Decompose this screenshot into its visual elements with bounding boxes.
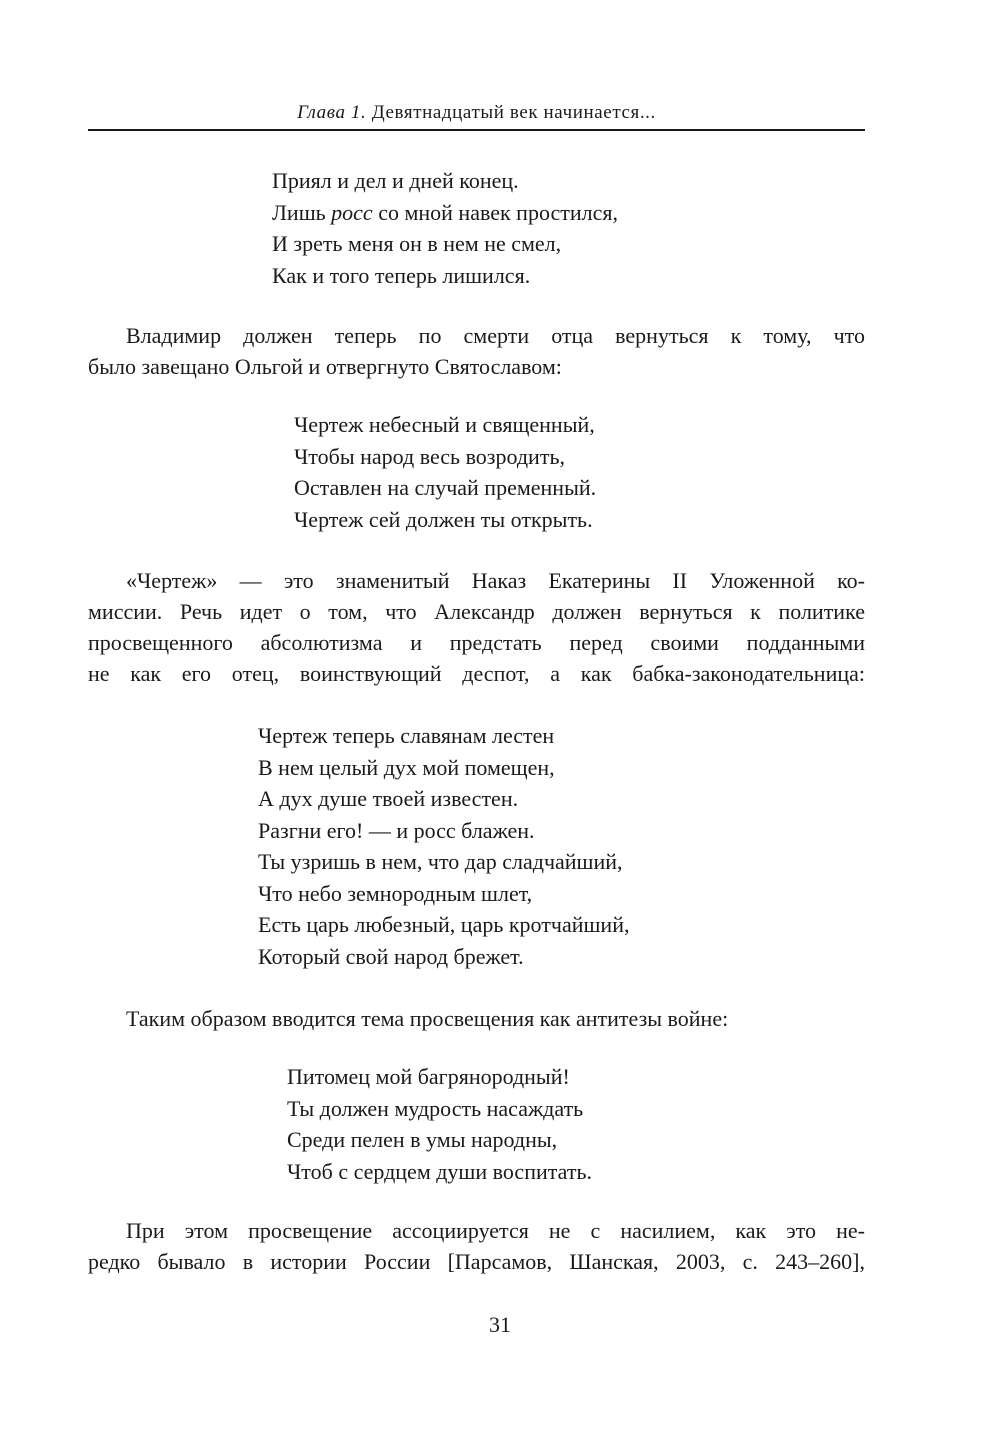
paragraph-line: было завещано Ольгой и отвергнуто Святославом: (88, 354, 562, 379)
emphasis: росс (331, 199, 373, 225)
page-number: 31 (489, 1312, 511, 1337)
paragraph-line: редко бывало в истории России [Парсамов, Шанская, 2003, с. 243–260], (88, 1249, 865, 1274)
paragraph-3 (88, 1003, 865, 1034)
paragraph-line: «Чертеж» — это знаменитый Наказ Екатерины II Уложенной ко- (126, 568, 865, 593)
paragraph-line: миссии. Речь идет о том, что Александр должен вернуться к политике (88, 599, 865, 624)
verse-line: Лишь росс со мной навек простился, (272, 199, 619, 225)
verse-line: А дух душе твоей известен. (258, 786, 519, 811)
paragraph-line: не как его отец, воинствующий деспот, а как бабка-законодательница: (88, 661, 865, 686)
verse-line: Ты узришь в нем, что дар сладчайший, (258, 849, 623, 874)
paragraph-line: просвещенного абсолютизма и предстать перед своими подданными (88, 630, 865, 655)
paragraph-line: При этом просвещение ассоциируется не с насилием, как это не- (126, 1218, 865, 1243)
paragraph-2 (88, 565, 865, 689)
verse-line: Который свой народ брежет. (258, 943, 524, 969)
paragraph-4 (88, 1215, 865, 1277)
verse-line: Чтоб с сердцем души воспитать. (287, 1158, 592, 1184)
verse-line: Есть царь любезный, царь кротчайший, (258, 912, 630, 937)
verse-line: В нем целый дух мой помещен, (258, 754, 555, 780)
verse-block-2 (294, 409, 596, 535)
verse-line: Чертеж небесный и священный, (294, 412, 595, 437)
verse-block-1 (272, 165, 618, 291)
verse-line: Среди пелен в умы народны, (287, 1127, 558, 1152)
verse-line: И зреть меня он в нем не смел, (272, 231, 562, 256)
verse-line: Чтобы народ весь возродить, (294, 443, 565, 469)
running-header (88, 102, 865, 124)
verse-line: Чертеж теперь славянам лестен (258, 723, 555, 748)
chapter-title: Девятнадцатый век начинается... (371, 102, 656, 123)
verse-line: Как и того теперь лишился. (272, 262, 531, 288)
paragraph-line: Таким образом вводится тема просвещения как антитезы войне: (126, 1006, 729, 1031)
paragraph-line: Владимир должен теперь по смерти отца вернуться к тому, что (126, 323, 865, 348)
verse-line: Приял и дел и дней конец. (272, 168, 519, 193)
header-rule (88, 129, 865, 131)
verse-block-3 (258, 720, 629, 972)
verse-line: Оставлен на случай пременный. (294, 475, 597, 500)
verse-line: Что небо земнородным шлет, (258, 880, 533, 906)
verse-line: Питомец мой багрянородный! (287, 1064, 570, 1089)
verse-line: Разгни его! — и росс блажен. (258, 817, 535, 843)
verse-block-4 (287, 1061, 592, 1187)
verse-line: Чертеж сей должен ты открыть. (294, 506, 593, 532)
chapter-label: Глава 1. (297, 102, 367, 123)
verse-line: Ты должен мудрость насаждать (287, 1095, 584, 1121)
paragraph-1 (88, 320, 865, 382)
